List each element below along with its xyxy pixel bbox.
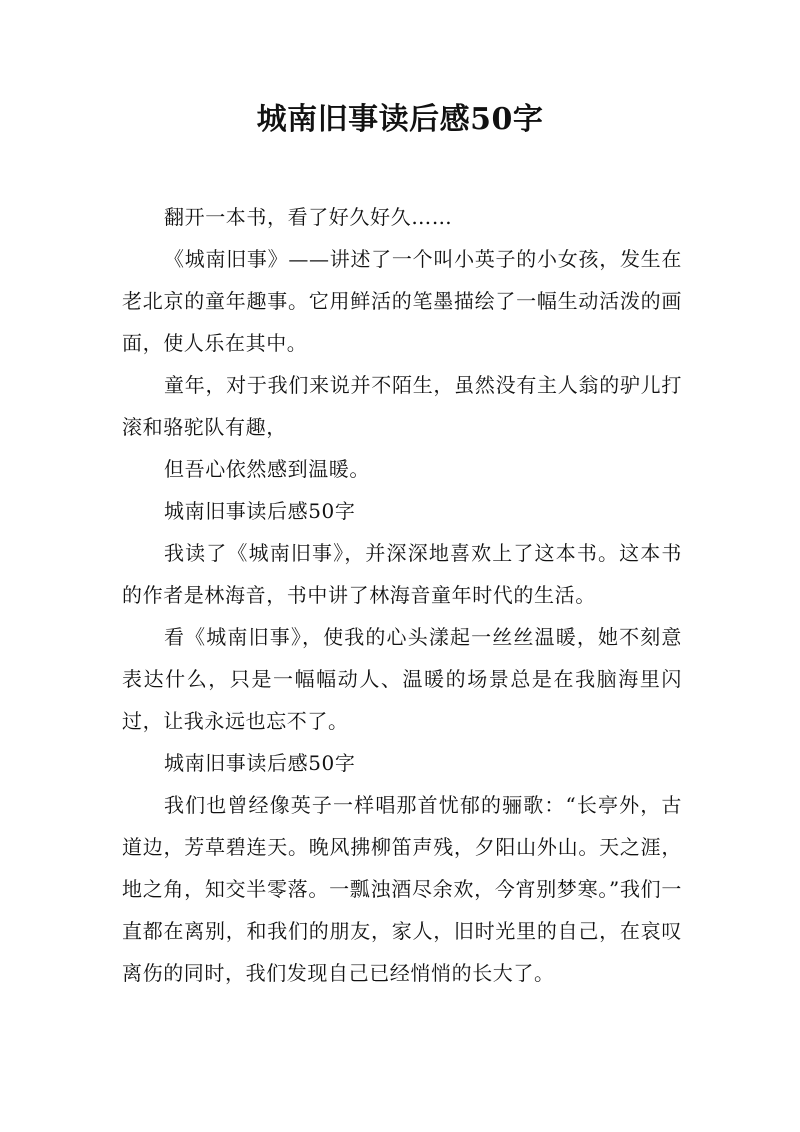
paragraph-5: 我读了《城南旧事》，并深深地喜欢上了这本书。这本书的作者是林海音，书中讲了林海音童年时代的生活。 [122,541,682,607]
paragraph-1: 翻开一本书，看了好久好久…… [164,205,453,229]
paragraph-6: 看《城南旧事》，使我的心头漾起一丝丝温暖，她不刻意表达什么，只是一幅幅动人、温暖的场景总是在我脑海里闪过，让我永远也忘不了。 [122,625,682,733]
paragraph-2: 《城南旧事》——讲述了一个叫小英子的小女孩，发生在老北京的童年趣事。它用鲜活的笔墨描绘了一幅生动活泼的画面，使人乐在其中。 [122,247,682,355]
document-body [122,196,682,994]
section-heading-1: 城南旧事读后感50字 [164,499,356,523]
paragraph-7: 我们也曾经像英子一样唱那首忧郁的骊歌：“长亭外，古道边，芳草碧连天。晚风拂柳笛声残，夕阳山外山。天之涯，地之角，知交半零落。一瓢浊酒尽余欢，今宵别梦寒。”我们一直都在离别，和我们的朋友，家人，旧时光里的自己，在哀叹离伤的同时，我们发现自己已经悄悄的长大了。 [122,793,682,985]
page-title: 城南旧事读后感50字 [256,102,544,137]
paragraph-4: 但吾心依然感到温暖。 [164,457,370,481]
section-heading-2: 城南旧事读后感50字 [164,751,356,775]
paragraph-3: 童年，对于我们来说并不陌生，虽然没有主人翁的驴儿打滚和骆驼队有趣， [122,373,682,439]
